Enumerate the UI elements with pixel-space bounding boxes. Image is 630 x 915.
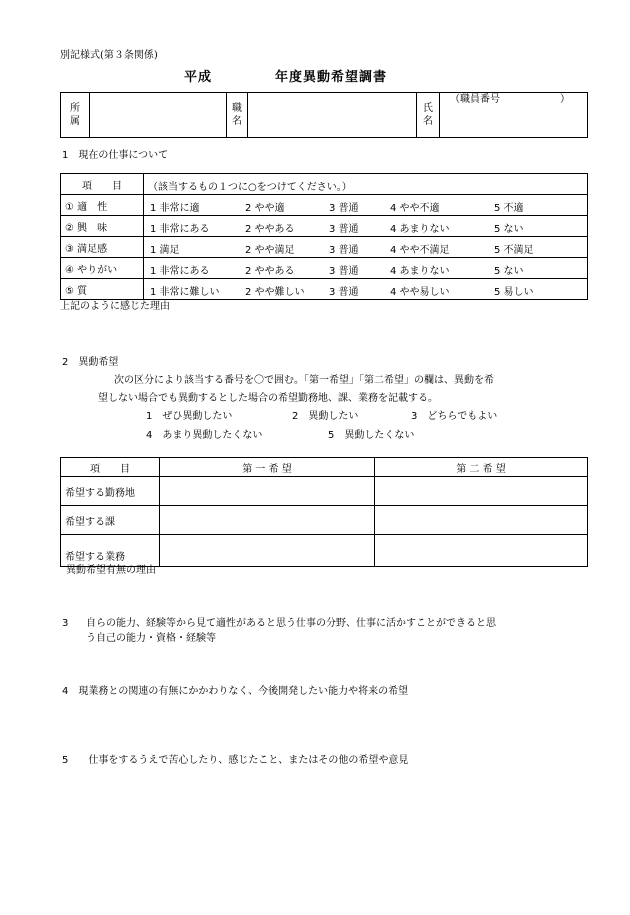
eval-col-item: 項 目 bbox=[82, 180, 122, 192]
eval-instruction: （該当するもの１つに○をつけてください。） bbox=[148, 182, 352, 193]
wish-header-first bbox=[160, 458, 375, 477]
option-3[interactable]: 3 普通 bbox=[329, 266, 359, 277]
option-2[interactable]: 2 ややある bbox=[245, 224, 295, 235]
dept-label: 所属 bbox=[70, 103, 80, 127]
evaluation-table bbox=[60, 173, 588, 300]
wish-header-second bbox=[375, 458, 588, 477]
eval-row-options[interactable] bbox=[144, 195, 588, 216]
eval-label-satisfaction: ③ 満足感 bbox=[65, 243, 108, 255]
table-row bbox=[61, 535, 588, 567]
choice-3[interactable]: 3 どちらでもよい bbox=[411, 411, 498, 422]
wish-second-section[interactable] bbox=[375, 506, 588, 535]
option-5[interactable]: 5 不満足 bbox=[494, 245, 534, 256]
eval-row-label bbox=[61, 279, 144, 300]
dept-label-cell bbox=[61, 93, 90, 138]
wish-second-location[interactable] bbox=[375, 477, 588, 506]
eval-row-options[interactable] bbox=[144, 279, 588, 300]
eval-row-label bbox=[61, 216, 144, 237]
table-row bbox=[61, 279, 588, 300]
section2-desc-line1: 次の区分により該当する番号を〇で囲む。「第一希望」「第二希望」の欄は、異動を希 bbox=[114, 375, 494, 386]
section3-heading-line1: 自らの能力、経験等から見て適性があると思う仕事の分野、仕事に活かすことができると思 bbox=[86, 618, 496, 629]
staff-no-close: ） bbox=[560, 94, 570, 105]
section4-heading: 4 現業務との関連の有無にかかわりなく、今後開発したい能力や将来の希望 bbox=[62, 686, 409, 697]
wish-row-label bbox=[61, 506, 160, 535]
wish-label-duty: 希望する業務 bbox=[65, 552, 125, 563]
section2-desc-line2: 望しない場合でも異動するとした場合の希望勤務地、課、業務を記載する。 bbox=[98, 393, 438, 404]
eval-row-options[interactable] bbox=[144, 258, 588, 279]
section3-number: 3 bbox=[62, 618, 69, 629]
eval-label-aptitude: ① 適 性 bbox=[65, 201, 108, 213]
table-row bbox=[61, 237, 588, 258]
name-label: 氏名 bbox=[423, 103, 433, 127]
option-2[interactable]: 2 やや満足 bbox=[245, 245, 295, 256]
option-4[interactable]: 4 やや易しい bbox=[390, 287, 450, 298]
wish-col-second: 第 二 希 望 bbox=[456, 463, 506, 475]
option-1[interactable]: 1 非常に難しい bbox=[150, 287, 220, 298]
wish-col-first: 第 一 希 望 bbox=[242, 463, 292, 475]
option-5[interactable]: 5 不適 bbox=[494, 203, 524, 214]
option-4[interactable]: 4 あまりない bbox=[390, 266, 450, 277]
option-5[interactable]: 5 ない bbox=[494, 266, 524, 277]
option-3[interactable]: 3 普通 bbox=[329, 224, 359, 235]
option-2[interactable]: 2 ややある bbox=[245, 266, 295, 277]
wish-label-location: 希望する勤務地 bbox=[65, 487, 135, 499]
name-field[interactable] bbox=[440, 93, 588, 138]
wish-second-duty[interactable] bbox=[375, 535, 588, 567]
wish-header-item bbox=[61, 458, 160, 477]
option-3[interactable]: 3 普通 bbox=[329, 245, 359, 256]
eval-label-interest: ② 興 味 bbox=[65, 222, 108, 234]
section2-reason-label: 異動希望有無の理由 bbox=[66, 565, 156, 576]
option-1[interactable]: 1 非常にある bbox=[150, 266, 210, 277]
option-4[interactable]: 4 あまりない bbox=[390, 224, 450, 235]
wish-row-label bbox=[61, 535, 160, 567]
choice-1[interactable]: 1 ぜひ異動したい bbox=[146, 411, 233, 422]
position-label-cell bbox=[227, 93, 248, 138]
table-row bbox=[61, 477, 588, 506]
wish-first-section[interactable] bbox=[160, 506, 375, 535]
table-row bbox=[61, 216, 588, 237]
table-row bbox=[61, 195, 588, 216]
table-row bbox=[61, 258, 588, 279]
name-label-cell bbox=[417, 93, 440, 138]
option-2[interactable]: 2 やや難しい bbox=[245, 287, 305, 298]
wish-row-label bbox=[61, 477, 160, 506]
option-4[interactable]: 4 やや不適 bbox=[390, 203, 440, 214]
option-1[interactable]: 1 満足 bbox=[150, 245, 180, 256]
table-row bbox=[61, 506, 588, 535]
option-5[interactable]: 5 易しい bbox=[494, 287, 534, 298]
position-label: 職名 bbox=[232, 103, 242, 127]
eval-row-options[interactable] bbox=[144, 216, 588, 237]
option-3[interactable]: 3 普通 bbox=[329, 287, 359, 298]
staff-no-label: （職員番号 bbox=[450, 94, 500, 105]
choice-5[interactable]: 5 異動したくない bbox=[328, 430, 415, 441]
eval-row-label bbox=[61, 237, 144, 258]
eval-label-quality: ⑤ 質 bbox=[65, 285, 88, 297]
section1-heading: 1 現在の仕事について bbox=[62, 150, 169, 161]
wish-first-location[interactable] bbox=[160, 477, 375, 506]
page-title: 年度異動希望調書 bbox=[275, 70, 388, 85]
section1-reason-label: 上記のように感じた理由 bbox=[60, 301, 170, 312]
form-label: 別記様式(第３条関係) bbox=[60, 50, 158, 61]
wish-label-section: 希望する課 bbox=[65, 516, 115, 528]
eval-row-options[interactable] bbox=[144, 237, 588, 258]
eval-header-instruction bbox=[144, 174, 588, 195]
era-label: 平成 bbox=[184, 70, 213, 85]
info-table bbox=[60, 92, 588, 138]
option-4[interactable]: 4 やや不満足 bbox=[390, 245, 450, 256]
option-3[interactable]: 3 普通 bbox=[329, 203, 359, 214]
section5-heading: 5 仕事をするうえで苦心したり、感じたこと、またはその他の希望や意見 bbox=[62, 755, 409, 766]
wish-first-duty[interactable] bbox=[160, 535, 375, 567]
eval-row-label bbox=[61, 195, 144, 216]
eval-header-item bbox=[61, 174, 144, 195]
choice-4[interactable]: 4 あまり異動したくない bbox=[146, 430, 263, 441]
position-field[interactable] bbox=[248, 93, 417, 138]
option-2[interactable]: 2 やや適 bbox=[245, 203, 285, 214]
option-5[interactable]: 5 ない bbox=[494, 224, 524, 235]
option-1[interactable]: 1 非常にある bbox=[150, 224, 210, 235]
wish-table bbox=[60, 457, 588, 567]
eval-row-label bbox=[61, 258, 144, 279]
option-1[interactable]: 1 非常に適 bbox=[150, 203, 200, 214]
eval-label-motivation: ④ やりがい bbox=[65, 264, 118, 276]
choice-2[interactable]: 2 異動したい bbox=[292, 411, 359, 422]
wish-col-item: 項 目 bbox=[90, 463, 130, 475]
dept-field[interactable] bbox=[90, 93, 227, 138]
section3-heading-line2: う自己の能力・資格・経験等 bbox=[86, 633, 216, 644]
section2-heading: 2 異動希望 bbox=[62, 357, 119, 368]
